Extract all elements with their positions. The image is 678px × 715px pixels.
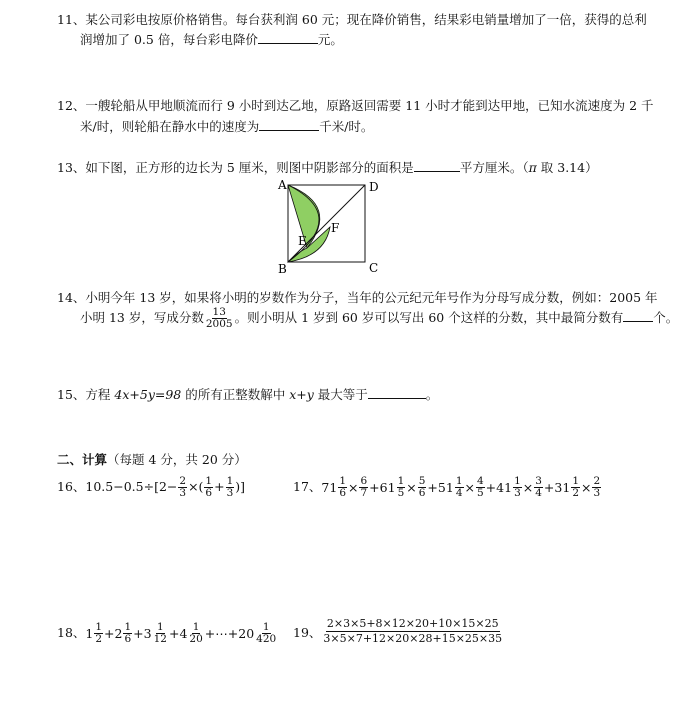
q18-term-0-frac-den: 2: [95, 633, 103, 645]
q15-line: [57, 385, 438, 403]
q12-text-2b: 千米/时。: [319, 119, 374, 134]
q17-term-2-plus: +: [485, 480, 497, 495]
q17-term-0-factor: [359, 476, 368, 499]
q14-frac-numerator: 13: [212, 306, 226, 318]
q17-term-2-frac-den: 4: [455, 487, 463, 499]
q19-denominator: 3×5×7+12×20×28+15×25×35: [323, 632, 503, 645]
q11-line2: [80, 30, 343, 48]
q18-term-3-whole: 4: [179, 626, 188, 641]
q17-term-1-factor-den: 6: [418, 487, 426, 499]
q18-terms: [85, 621, 278, 645]
q17-term-1-frac-den: 5: [397, 487, 405, 499]
q17-term-2-factor-den: 5: [476, 487, 484, 499]
q17-term-4-frac: [571, 476, 580, 499]
q17-term-0-whole: 71: [321, 480, 338, 495]
q18-term-2-frac-num: 1: [156, 621, 164, 633]
q17-term-2-frac-num: 1: [455, 475, 463, 487]
q13-label-c: C: [369, 261, 379, 275]
q17-term-1-frac: [397, 476, 406, 499]
q18-term-3-frac-num: 1: [192, 621, 200, 633]
q17-term-3-plus: +: [543, 480, 555, 495]
q15-text-b: 的所有正整数解中: [181, 387, 290, 402]
q16-number: 16、: [57, 479, 86, 494]
q17-term-0-plus: +: [369, 480, 380, 495]
q17-term-2-op: ×: [464, 480, 475, 495]
q17-term-2-frac: [455, 476, 464, 499]
q15-xy: x+y: [289, 387, 314, 402]
q17-term-4-factor: [592, 476, 601, 499]
q18-term-3: [179, 622, 238, 645]
q14-answer-blank[interactable]: [623, 309, 653, 322]
q18-term-4: [238, 622, 278, 645]
q16-part-1: 10.5−0.5÷[2−: [85, 479, 178, 494]
q19-expression: [293, 617, 504, 646]
q17-term-0-frac-num: 1: [339, 475, 346, 487]
q17-term-0-frac-den: 6: [339, 487, 346, 499]
q13-label-d: D: [369, 180, 379, 194]
q14-text-2b: 。则小明从 1 岁到 60 岁可以写出 60 个这样的分数，其中最简分数有: [234, 310, 624, 325]
q18-term-1-whole: 2: [114, 626, 123, 641]
q17-term-4-op: ×: [581, 480, 592, 495]
q13-label-b: B: [278, 262, 287, 276]
q13-line: [57, 158, 598, 176]
q17-term-4: [554, 476, 602, 499]
q18-term-3-frac-den: 20: [189, 633, 203, 645]
q15-number: 15、: [57, 387, 86, 402]
q17-term-3-factor-num: 3: [535, 475, 542, 487]
q13-pi: π: [528, 160, 537, 175]
q17-term-3-frac-num: 1: [514, 475, 521, 487]
q16-f1-num: 2: [179, 475, 187, 487]
q17-term-0-factor-num: 6: [360, 475, 368, 487]
q17-term-3-frac: [513, 476, 522, 499]
q18-term-3-plus: +⋯+: [204, 626, 239, 641]
q15-text-a: 方程: [85, 387, 115, 402]
q14-fraction: [205, 307, 234, 330]
q11-line1: [57, 10, 647, 28]
q16-f2-num: 1: [205, 475, 213, 487]
q18-term-2-plus: +: [168, 626, 180, 641]
q18-term-0: [85, 622, 114, 645]
q17-term-3-op: ×: [522, 480, 534, 495]
q16-fraction-2: [204, 476, 213, 499]
q17-term-2-factor: [476, 476, 485, 499]
q16-f3-num: 1: [226, 475, 234, 487]
section2-note: （每题 4 分，共 20 分）: [107, 452, 247, 467]
q17-term-0-factor-den: 7: [360, 487, 368, 499]
q11-text-2b: 元。: [317, 32, 343, 47]
q14-text-1: 小明今年 13 岁，如果将小明的岁数作为分子，当年的公元纪元年号作为分母写成分数，例如：2005 年: [85, 290, 658, 305]
q16-part-4: )]: [235, 479, 246, 494]
q18-term-0-frac: [94, 622, 103, 645]
q14-line2: [80, 307, 678, 330]
q15-text-c: 最大等于: [313, 387, 368, 402]
q17-term-0-frac: [338, 476, 347, 499]
q13-label-f: F: [331, 221, 340, 235]
q18-term-4-frac-den: 420: [256, 633, 277, 645]
q17-term-0-op: ×: [348, 480, 359, 495]
q17-term-2-factor-num: 4: [476, 475, 484, 487]
q16-f2-den: 6: [205, 487, 213, 499]
q18-term-1-frac-den: 6: [124, 633, 132, 645]
q17-number: 17、: [293, 479, 322, 494]
q19-fraction: [322, 617, 503, 646]
q13-answer-blank[interactable]: [414, 159, 460, 172]
q16-f1-den: 3: [179, 487, 187, 499]
q14-text-2c: 个。: [653, 310, 678, 325]
q16-part-3: +: [214, 479, 225, 494]
q18-term-2-whole: 3: [143, 626, 152, 641]
q18-term-0-plus: +: [104, 626, 115, 641]
q16-expression: [57, 476, 245, 499]
q18-term-2: [144, 622, 180, 645]
q17-term-4-whole: 31: [554, 480, 571, 495]
q11-number: 11、: [57, 12, 86, 27]
q17-term-3-whole: 41: [496, 480, 513, 495]
q17-term-1-whole: 61: [379, 480, 396, 495]
q17-term-1: [380, 476, 438, 499]
q12-text-2a: 米/时，则轮船在静水中的速度为: [80, 119, 260, 134]
q17-expression: [293, 476, 602, 499]
q18-term-4-whole: 20: [238, 626, 255, 641]
q17-term-3-frac-den: 3: [514, 487, 521, 499]
q18-expression: [57, 622, 278, 645]
q11-text-1: 某公司彩电按原价格销售。每台获利润 60 元；现在降价销售，结果彩电销量增加了一倍，获得的总利: [85, 12, 647, 27]
q15-equation: 4x+5y=98: [114, 387, 182, 402]
q18-term-1-plus: +: [133, 626, 144, 641]
q18-term-0-frac-num: 1: [95, 621, 103, 633]
q19-number: 19、: [293, 624, 322, 640]
q17-term-4-frac-num: 1: [572, 475, 579, 487]
q18-term-1: [115, 622, 144, 645]
q12-text-1: 一艘轮船从甲地顺流而行 9 小时到达乙地，原路返回需要 11 小时才能到达甲地，已知水流速度为 2 千: [85, 98, 654, 113]
q17-term-4-factor-num: 2: [593, 475, 601, 487]
q17-term-1-factor-num: 5: [418, 475, 426, 487]
section2-heading: [57, 450, 247, 468]
q18-term-2-frac: [153, 622, 168, 645]
q17-term-2: [438, 476, 496, 499]
q19-numerator: 2×3×5+8×12×20+10×15×25: [326, 617, 499, 630]
q13-label-a: A: [278, 178, 287, 192]
q16-part-2: ×(: [188, 479, 204, 494]
q17-term-1-plus: +: [427, 480, 438, 495]
q16-f3-den: 3: [226, 487, 234, 499]
q13-label-e: E: [298, 234, 307, 248]
q18-term-4-frac: [255, 622, 277, 645]
q17-term-1-op: ×: [406, 480, 417, 495]
q18-term-1-frac-num: 1: [124, 621, 132, 633]
q17-term-4-frac-den: 2: [572, 487, 579, 499]
q17-term-3-factor: [534, 476, 543, 499]
q18-term-2-frac-den: 12: [153, 633, 167, 645]
q17-term-4-factor-den: 3: [593, 487, 601, 499]
q18-number: 18、: [57, 625, 86, 640]
q18-term-3-frac: [188, 622, 203, 645]
q17-term-1-frac-num: 1: [397, 475, 405, 487]
q15-answer-blank[interactable]: [368, 386, 426, 399]
q13-number: 13、: [57, 160, 86, 175]
q17-term-3-factor-den: 4: [535, 487, 542, 499]
q18-term-4-frac-num: 1: [262, 621, 270, 633]
q12-line2: [80, 117, 373, 135]
q14-frac-denominator: 2005: [205, 318, 233, 330]
q11-text-2a: 润增加了 0.5 倍，每台彩电降价: [80, 32, 258, 47]
q15-text-d: 。: [425, 387, 439, 402]
q13-figure: [270, 176, 390, 276]
q18-term-1-frac: [123, 622, 132, 645]
q13-text-a: 如下图，正方形的边长为 5 厘米，则图中阴影部分的面积是: [85, 160, 414, 175]
q11-answer-blank[interactable]: [258, 31, 318, 44]
q17-term-2-whole: 51: [437, 480, 454, 495]
q13-text-b: 平方厘米。（: [459, 160, 529, 175]
q16-fraction-1: [178, 476, 187, 499]
q17-term-1-factor: [418, 476, 427, 499]
q18-term-0-whole: 1: [85, 626, 94, 641]
q14-number: 14、: [57, 290, 86, 305]
q16-fraction-3: [226, 476, 235, 499]
q17-term-3: [496, 476, 554, 499]
q12-answer-blank[interactable]: [259, 118, 319, 131]
q14-line1: [57, 288, 658, 306]
q13-text-c: 取 3.14）: [536, 160, 598, 175]
q14-text-2a: 小明 13 岁，写成分数: [80, 310, 204, 325]
q17-terms: [321, 475, 602, 499]
q17-term-0: [321, 476, 379, 499]
q12-number: 12、: [57, 98, 86, 113]
q12-line1: [57, 96, 654, 114]
section2-title: 二、计算: [57, 452, 108, 467]
